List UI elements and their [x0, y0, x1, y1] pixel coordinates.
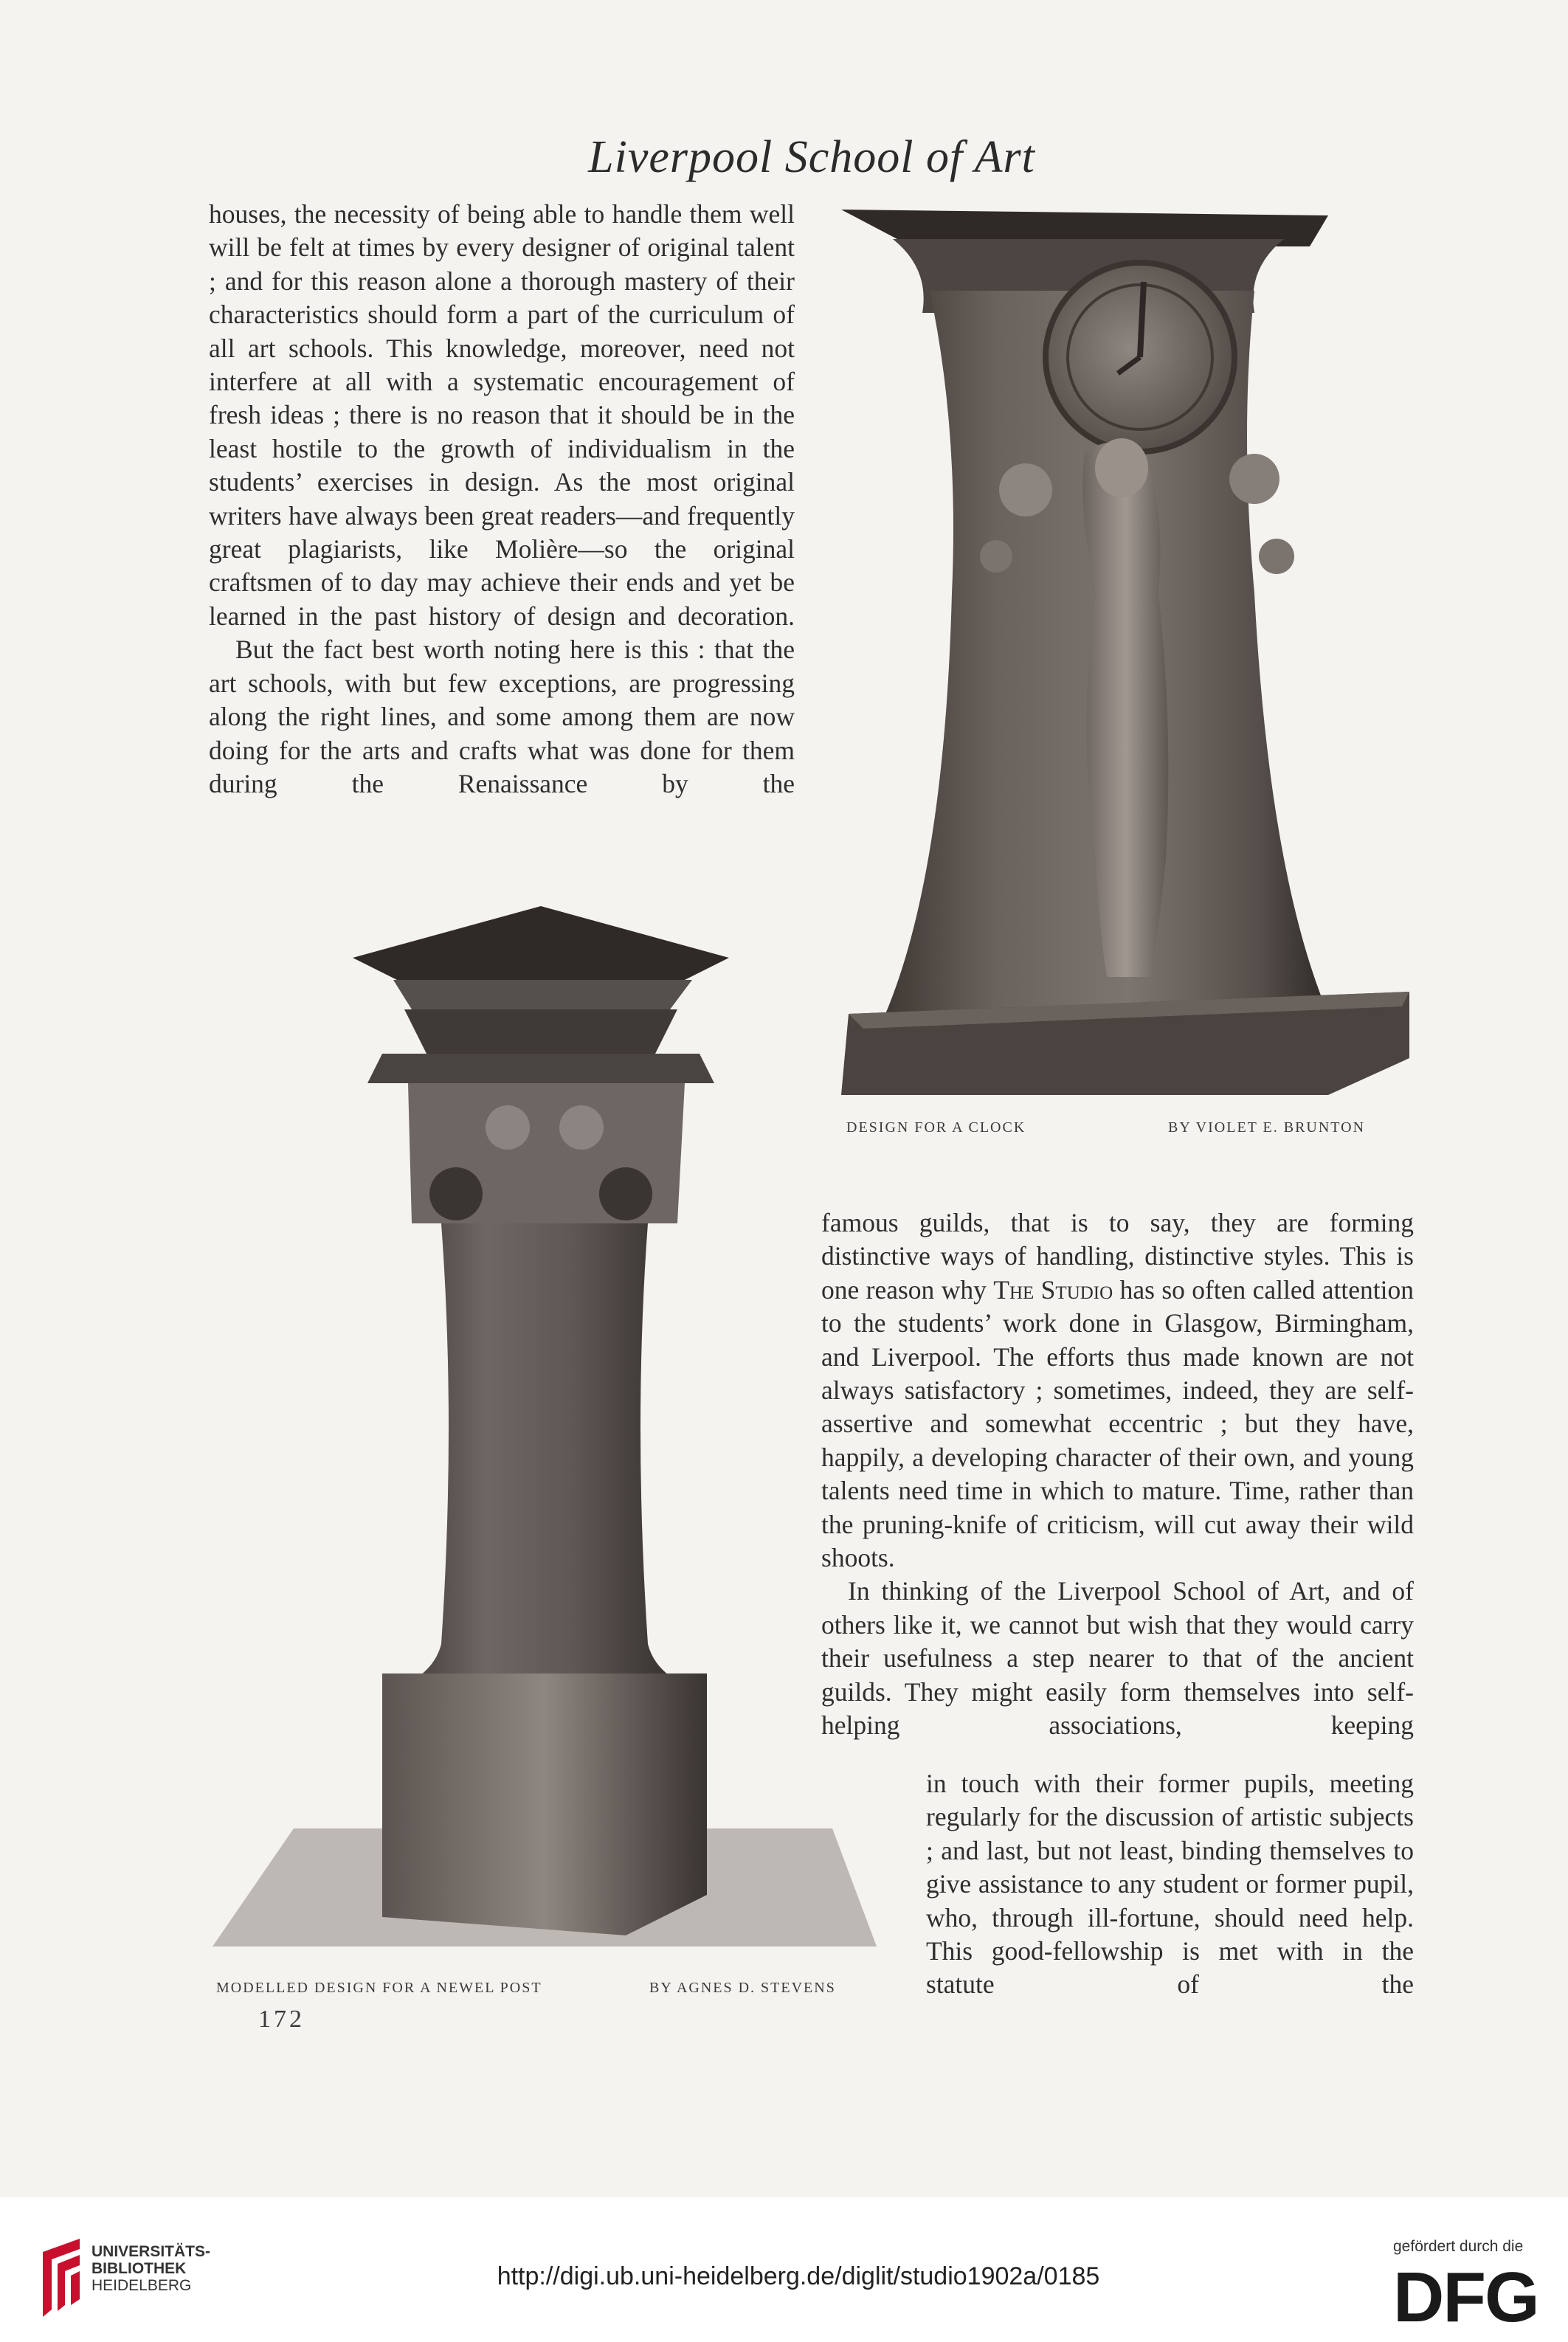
page-number: 172 [258, 2006, 305, 2033]
newel-post-photo [213, 906, 877, 1947]
dfg-logo: DFG [1393, 2258, 1538, 2337]
source-url-link[interactable]: http://digi.ub.uni-heidelberg.de/diglit/studio1902a/0185 [497, 2262, 1100, 2290]
post-shaft [397, 1223, 692, 1688]
paragraph: In thinking of the Liverpool School of Art, and of others like it, we cannot but wish that they would carry their usefulness a step nearer to that of the ancient guilds. They might easily form themselves into self-helping associations, keeping [821, 1576, 1414, 1741]
clock-photo [841, 210, 1409, 1102]
clock-caption-credit: BY VIOLET E. BRUNTON [1168, 1119, 1366, 1136]
running-head: Liverpool School of Art [588, 132, 1035, 182]
left-text-column [209, 198, 795, 801]
paragraph: houses, the necessity of being able to handle them well will be felt at times by every designer of original talent ; and for this reason alone a thorough mastery of their characteristics should form a part of the curriculum of all art schools. This knowledge, moreover, need not interfere at all with a systematic encouragement of fresh ideas ; there is no reason that it should be in the least hostile to the growth of individualism in the students’ exercises in design. As the most original writers have always been great readers—and frequently great plagiarists, like Molière—so the original craftsmen of to day may achieve their ends and yet be learned in the past history of design and decoration. [209, 199, 795, 631]
newel-caption-credit: BY AGNES D. STEVENS [649, 1980, 836, 1996]
post-roof-cap [353, 906, 729, 980]
university-library-name: UNIVERSITÄTS- BIBLIOTHEK HEIDELBERG [91, 2243, 211, 2294]
funding-label: gefördert durch die [1393, 2238, 1524, 2255]
post-plinth [382, 1673, 707, 1935]
paragraph: But the fact best worth noting here is this : that the art schools, with but few exceptions, are progressing along the right lines, and some among them are now doing for the arts and crafts what was done for them during the Renaissance by the [209, 635, 795, 798]
paragraph: famous guilds, that is to say, they are forming distinctive ways of handling, distinctive styles. This is one reason why The Studio has so often called attention to the students’ work done in Glasgow, Birmingham, and Liverpool. The efforts thus made known are not always satisfactory ; sometimes, indeed, they are self-assertive and somewhat eccentric ; but they have, happily, a developing character of their own, and young talents need time in which to mature. Time, rather than the pruning-knife of criticism, will cut away their wild shoots. [821, 1208, 1414, 1573]
paragraph: in touch with their former pupils, meeting regularly for the discussion of artistic subjects ; and last, but not least, binding themselves to give assistance to any student or former pupil, who, through ill-fortune, should need help. This good-fellowship is met with in the statute of the [926, 1769, 1414, 2000]
magazine-name: The Studio [993, 1274, 1113, 1305]
right-text-column-lower [926, 1767, 1414, 2002]
university-library-logo-icon [35, 2237, 87, 2318]
clock-caption-title: DESIGN FOR A CLOCK [846, 1119, 1026, 1136]
newel-caption-title: MODELLED DESIGN FOR A NEWEL POST [216, 1980, 542, 1996]
right-text-column-upper [821, 1206, 1414, 1743]
